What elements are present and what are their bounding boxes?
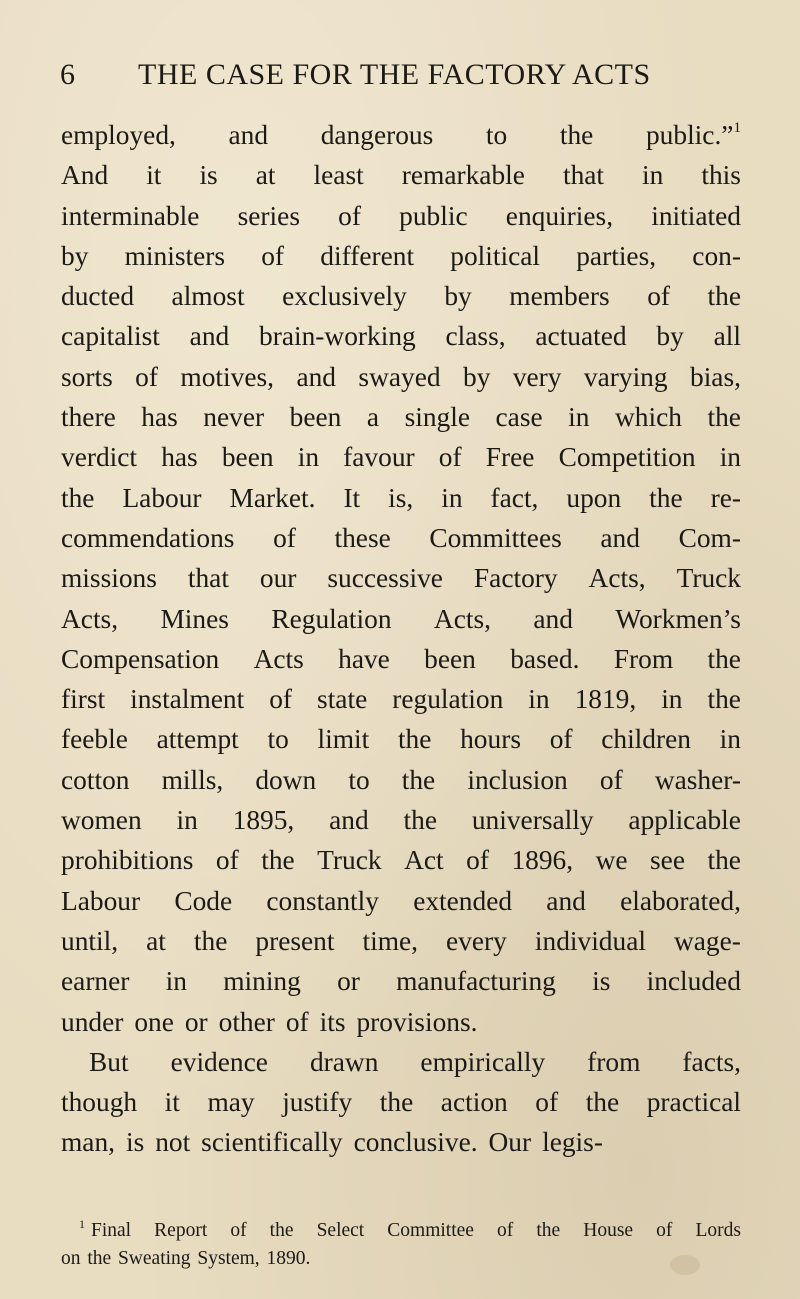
text-line [61,155,741,195]
word: and [228,120,269,150]
footnote-line [61,1217,741,1245]
word: by [61,240,89,271]
word: by [444,281,472,312]
word: has [141,402,178,433]
word: Acts, [588,563,646,594]
word: based. [510,643,580,674]
footnote-line [61,1245,741,1273]
word: of [261,240,285,271]
word: Committees [429,522,562,553]
word: provisions. [356,1006,478,1037]
footnote-word: 1890. [266,1248,311,1269]
text-line [61,679,741,719]
word: though [61,1087,138,1118]
word: employed, [61,120,176,150]
text-line [61,196,741,236]
word: Workmen’s [615,603,741,634]
word: practical [646,1087,741,1118]
word: individual [534,925,646,956]
word: in [176,805,198,836]
text-line [61,478,741,518]
text-line [61,760,741,800]
text-line [61,357,741,397]
word: the [707,684,741,715]
word: from [587,1046,641,1077]
word: But [89,1046,129,1077]
word: one [134,1006,174,1037]
word: facts, [682,1046,741,1077]
word: commendations [61,522,235,553]
word: Truck [317,845,382,876]
running-head [60,58,750,98]
word: capitalist [61,321,160,352]
word: Compensation [61,643,220,674]
word: Acts, [61,603,119,634]
text-line [61,840,741,880]
word: ducted [61,281,135,312]
word: present [255,925,335,956]
word: Labour [122,482,202,513]
word: all [713,321,741,352]
word: included [646,966,741,997]
word: and [189,321,230,352]
word: cotton [61,764,130,795]
word: of [599,764,623,795]
word: 1895, [232,805,295,836]
word: public.”$^1$ [645,120,741,150]
word: of [466,845,489,876]
text-line [61,881,741,921]
word: series [237,200,300,231]
word: in [568,402,590,433]
running-title: THE CASE FOR THE FACTORY ACTS [138,58,651,91]
footnote-word: of [497,1220,514,1241]
word: of [338,200,361,231]
word: successive [327,563,443,594]
word: in [642,160,664,191]
footnote-word: $^1$ Final [79,1217,132,1241]
word: been [221,442,274,473]
word: or [184,1006,208,1037]
word: applicable [628,805,741,836]
text-line [61,1122,741,1162]
word: is [125,1127,145,1158]
word: earner [61,966,130,997]
word: the [261,845,295,876]
word: is [199,160,218,191]
footnote-word: the [269,1220,294,1241]
footnote [61,1217,741,1273]
word: Competition [558,442,696,473]
text-line [61,276,741,316]
word: case [495,402,543,433]
word: that [562,160,605,191]
word: action [440,1087,508,1118]
text-line [61,236,741,276]
word: to [485,120,508,150]
word: not [155,1127,191,1158]
text-line [61,599,741,639]
word: Free [485,442,535,473]
word: down [255,764,317,795]
word: and [533,603,573,634]
word: inclusion [467,764,568,795]
word: of [273,522,296,553]
word: state [317,684,368,715]
footnote-word: of [656,1220,673,1241]
word: wage- [673,925,741,956]
word: re- [710,482,741,513]
word: there [61,402,116,433]
word: see [650,845,685,876]
word: class, [445,321,506,352]
word: favour [343,442,415,473]
word: constantly [266,885,379,916]
text-line [61,1002,741,1042]
word: been [289,402,342,433]
word: members [509,281,610,312]
word: or [337,966,360,997]
word: the [193,925,228,956]
text-line [61,518,741,558]
word: Market. [229,482,316,513]
text-line [61,800,741,840]
word: interminable [61,200,200,231]
word: very [512,361,562,392]
word: Acts, [433,603,491,634]
word: extended [413,885,513,916]
footnote-word: Sweating [117,1248,191,1269]
word: children [601,724,691,755]
word: 1819, [574,684,637,715]
word: hours [460,724,521,755]
word: the [401,764,436,795]
word: Labour [61,885,141,916]
word: by [463,361,491,392]
word: it [164,1087,180,1118]
word: every [446,925,507,956]
word: other [218,1006,275,1037]
word: From [613,643,674,674]
word: and [329,805,369,836]
word: Act [404,845,444,876]
word: enquiries, [505,200,614,231]
word: legis- [542,1127,603,1158]
word: have [338,643,390,674]
word: swayed [358,361,441,392]
footnote-reference: 1 [733,120,741,136]
word: is, [388,482,414,513]
word: in [719,442,741,473]
word: the [649,482,683,513]
word: brain-working [259,321,416,352]
word: exclusively [282,281,407,312]
text-line [61,1042,741,1082]
word: of [535,1087,559,1118]
text-line [61,961,741,1001]
word: least [313,160,364,191]
word: that [187,563,229,594]
text-line [61,558,741,598]
word: these [334,522,391,553]
word: until, [61,925,119,956]
word: manufacturing [396,966,556,997]
word: to [267,724,289,755]
word: ministers [124,240,226,271]
body-text [61,115,741,1163]
word: Regulation [271,603,392,634]
word: at [255,160,276,191]
word: con- [692,240,741,271]
word: in [661,684,683,715]
word: the [379,1087,414,1118]
word: the [707,845,741,876]
text-line [61,921,741,961]
word: conclusive. [353,1127,478,1158]
word: empirically [420,1046,546,1077]
footnote-word: System, [197,1248,260,1269]
footnote-word: Select [316,1220,365,1241]
word: the [707,281,741,312]
word: scientifically [201,1127,343,1158]
word: in [719,724,741,755]
word: of [647,281,671,312]
word: of [549,724,573,755]
word: never [203,402,265,433]
word: time, [362,925,419,956]
word: been [424,643,476,674]
word: in [441,482,463,513]
word: washer- [654,764,741,795]
word: mills, [161,764,224,795]
word: at [146,925,166,956]
word: single [404,402,470,433]
word: of [269,684,293,715]
word: parties, [576,240,657,271]
word: which [615,402,682,433]
word: and [600,522,640,553]
word: 1896, [511,845,574,876]
word: under [61,1006,124,1037]
paper-smudge [670,1255,700,1275]
text-line [61,719,741,759]
word: instalment [130,684,245,715]
word: to [348,764,370,795]
footnote-word: the [536,1220,561,1241]
word: universally [471,805,594,836]
word: Factory [473,563,558,594]
word: of [215,845,239,876]
word: a [366,402,380,433]
word: Truck [676,563,741,594]
word: our [259,563,297,594]
word: the [585,1087,620,1118]
word: the [403,805,437,836]
word: verdict [61,442,138,473]
text-line [61,397,741,437]
footnote-word: of [230,1220,247,1241]
word: first [61,684,106,715]
word: mining [223,966,301,997]
word: of [285,1006,309,1037]
word: feeble [61,724,128,755]
word: in [297,442,320,473]
word: almost [171,281,245,312]
word: drawn [309,1046,379,1077]
word: of [135,361,158,392]
word: its [319,1006,346,1037]
text-line [61,115,741,155]
word: Mines [160,603,229,634]
word: political [450,240,541,271]
word: by [656,321,684,352]
word: and [296,361,336,392]
word: upon [566,482,622,513]
word: And [61,160,109,191]
word: public [399,200,468,231]
footnote-marker: 1 [79,1217,85,1231]
word: the [61,482,95,513]
word: the [707,643,741,674]
footnote-word: Report [154,1220,208,1241]
word: dangerous [320,120,434,150]
word: limit [317,724,370,755]
word: initiated [651,200,741,231]
footnote-word: House [583,1220,634,1241]
text-line [61,1082,741,1122]
word: the [559,120,594,150]
word: It [343,482,361,513]
word: fact, [490,482,539,513]
word: it [146,160,162,191]
word: Acts [253,643,304,674]
text-line [61,437,741,477]
word: different [320,240,415,271]
word: Com- [678,522,741,553]
word: the [397,724,432,755]
footnote-word: on [61,1248,81,1269]
word: prohibitions [61,845,194,876]
word: this [701,160,741,191]
word: bias, [690,361,741,392]
word: Our [488,1127,532,1158]
word: may [207,1087,255,1118]
word: in [165,966,187,997]
word: and [546,885,586,916]
word: motives, [180,361,275,392]
word: we [595,845,628,876]
word: in [528,684,550,715]
word: man, [61,1127,116,1158]
footnote-word: the [87,1248,112,1269]
word: elaborated, [620,885,741,916]
footnote-word: Lords [695,1220,741,1241]
footnote-word: Committee [387,1220,474,1241]
word: Code [174,885,233,916]
word: remarkable [401,160,525,191]
word: varying [583,361,668,392]
text-line [61,639,741,679]
word: actuated [535,321,627,352]
word: of [438,442,462,473]
text-line [61,316,741,356]
word: evidence [170,1046,268,1077]
word: sorts [61,361,113,392]
page-number: 6 [60,58,76,91]
word: women [61,805,142,836]
word: is [592,966,611,997]
word: regulation [392,684,504,715]
word: the [707,402,741,433]
word: justify [282,1087,353,1118]
word: attempt [156,724,239,755]
word: missions [61,563,157,594]
word: has [161,442,198,473]
